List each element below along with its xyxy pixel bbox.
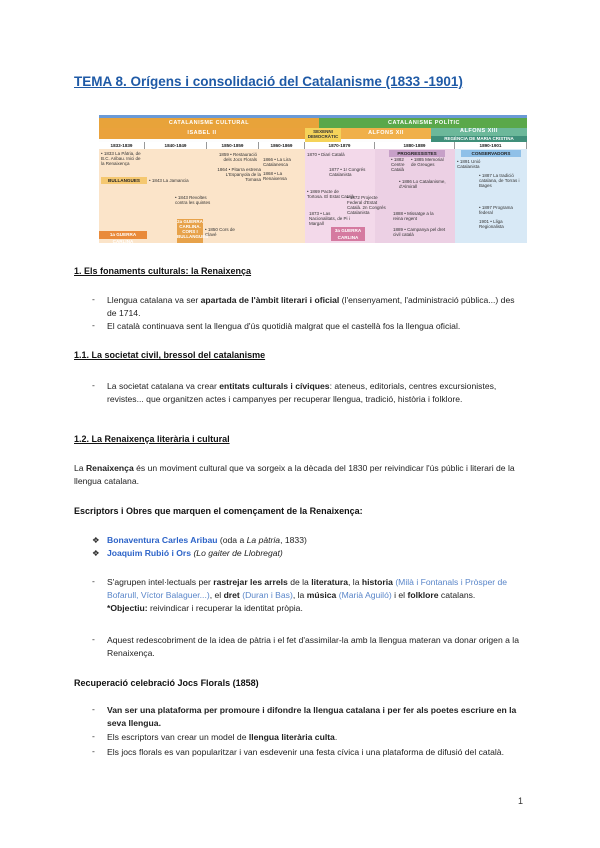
diamond-bullet-icon: ❖ bbox=[92, 535, 100, 545]
writer-2: Joaquim Rubió i Ors (Lo gaiter de Llobregat) bbox=[107, 548, 283, 558]
tag-conservadors: CONSERVADORS bbox=[461, 150, 521, 157]
s12-paragraph: La Renaixença és un moviment cultural que va sorgeix a la dècada del 1830 per reivindicar l'ús públic i literari de la llengua catalana. bbox=[74, 463, 515, 486]
jocs-bullet-3: Els jocs florals es van popularitzar i van esdevenir una festa cívica i una plataforma de difusió del català. bbox=[107, 747, 504, 757]
event: • 1850 Cors de Clavé bbox=[205, 227, 235, 237]
event: • 1833 La Pàtria, de B.C. Aribau. Inici de la Renaixença bbox=[101, 151, 141, 166]
dash: - bbox=[92, 746, 95, 756]
s11-bullet-1: La societat catalana va crear entitats culturals i cíviques: ateneus, editorials, centres excursionistes, revistes... que organitzen actes i campanyes per recuperar llengua, tradició, història i folklore. bbox=[107, 381, 497, 404]
event: • 1897 Programa federal bbox=[479, 205, 513, 215]
jocs-heading: Recuperació celebració Jocs Florals (1858) bbox=[74, 678, 259, 688]
intel-paragraph: S'agrupen intel·lectuals per rastrejar les arrels de la literatura, la historia (Milà i Fontanals i Pròsper de Bofarull, Víctor Balaguer...), el dret (Duran i Bas), la música (Marià Aguiló) i el folklore catalans. *Objectiu: reivindicar i recuperar la identitat pròpia. bbox=[107, 577, 508, 613]
writer-1: Bonaventura Carles Aribau (oda a La pàtria, 1833) bbox=[107, 535, 307, 545]
event: • 1885 Memorial de Greuges bbox=[411, 157, 444, 167]
event: • 1886 Lo Catalanisme, d'Almirall bbox=[399, 179, 446, 189]
period-1833: 1833-1839 bbox=[99, 142, 145, 149]
band-politic: CATALANISME POLÍTIC bbox=[388, 120, 460, 126]
section-1-2-heading: 1.2. La Renaixença literària i cultural bbox=[74, 434, 230, 444]
diamond-bullet-icon: ❖ bbox=[92, 548, 100, 558]
event: 1901 • Lliga Regionalista bbox=[479, 219, 504, 229]
dash: - bbox=[92, 380, 95, 390]
event: • 1887 La tradició catalana, de Torras i Bages bbox=[479, 173, 520, 188]
war-1: 1a GUERRA CARLINA bbox=[99, 231, 147, 239]
event: 1859 • Restauració dels Jocs Florals bbox=[218, 152, 257, 162]
event: • 1843 La Jamancia bbox=[149, 178, 189, 183]
event: 1870 • Diari Català bbox=[307, 152, 345, 157]
event: 1864 • Pitarra estrena L'Espanyola de la Tomasa bbox=[217, 167, 261, 182]
event: 1873 • Las Nacionalitats, de Pi i Margall bbox=[309, 211, 350, 226]
writers-heading: Escriptors i Obres que marquen el començament de la Renaixença: bbox=[74, 506, 363, 516]
event: • 1891 Unió Catalanista bbox=[457, 159, 481, 169]
dash: - bbox=[92, 576, 95, 586]
event: 1888 • Missatge a la reina regent bbox=[393, 211, 434, 221]
period-1860: 1860-1869 bbox=[259, 142, 305, 149]
period-1880: 1880-1889 bbox=[375, 142, 455, 149]
section-1-1-heading: 1.1. La societat civil, bressol del catalanisme bbox=[74, 350, 266, 360]
tag-bullangues: BULLANGUES bbox=[101, 177, 147, 184]
event: • 1869 Pacte de Tortosa. El Estat Català bbox=[307, 189, 355, 199]
jocs-bullet-2: Els escriptors van crear un model de llengua literària culta. bbox=[107, 732, 338, 742]
rediscover-paragraph: Aquest redescobriment de la idea de pàtria i el fet d'assimilar-la amb la llengua materan va donar origen a la Renaixença. bbox=[107, 635, 519, 658]
period-1840: 1840-1849 bbox=[145, 142, 207, 149]
war-2: 2a GUERRA CARLINA. CORS I BULLANGUES bbox=[177, 219, 203, 243]
dash: - bbox=[92, 704, 95, 714]
event: • 1882 Centre Català bbox=[391, 157, 405, 172]
period-1850: 1850-1859 bbox=[207, 142, 259, 149]
war-3: 3a GUERRA CARLINA bbox=[331, 227, 365, 241]
timeline-figure bbox=[99, 115, 527, 243]
dash: - bbox=[92, 634, 95, 644]
reign-alfons-xiii: ALFONS XIII bbox=[460, 128, 498, 134]
reign-alfons-xii: ALFONS XII bbox=[368, 130, 404, 136]
event: • 1872 Projecte Federal d'Estat Català. 2n Congrés Catalanista bbox=[347, 195, 386, 215]
dash: - bbox=[92, 320, 95, 330]
tag-progressistes: PROGRESSISTES bbox=[389, 150, 445, 157]
jocs-bullet-1: Van ser una plataforma per promoure i difondre la llengua catalana i per fer als poetes escriure en la seva llengua. bbox=[107, 705, 517, 728]
page-number: 1 bbox=[518, 796, 524, 806]
reign-regencia: REGÈNCIA DE MARIA CRISTINA bbox=[444, 136, 514, 141]
event: 1889 • Campanya pel dret civil català bbox=[393, 227, 446, 237]
event: 1877 • 1r Congrés Catalanista bbox=[329, 167, 366, 177]
band-cultural: CATALANISME CULTURAL bbox=[168, 120, 250, 126]
dash: - bbox=[92, 294, 95, 304]
period-1870: 1870-1879 bbox=[305, 142, 375, 149]
s1-bullet-2: El català continuava sent la llengua d'ús quotidià malgrat que el castellà fos la llengua oficial. bbox=[107, 321, 461, 331]
s1-bullet-1: Llengua catalana va ser apartada de l'àmbit literari i oficial (l'ensenyament, l'administració pública...) des de 1714. bbox=[107, 295, 515, 318]
reign-isabel: ISABEL II bbox=[187, 130, 217, 136]
event: • 1843 Revoltes contra les quintes bbox=[175, 195, 211, 205]
event: 1868 • La Renaixensa bbox=[263, 171, 287, 181]
page-title: TEMA 8. Orígens i consolidació del Catalanisme (1833 -1901) bbox=[74, 74, 463, 89]
event: 1866 • La Lira Catalanesca bbox=[263, 157, 291, 167]
dash: - bbox=[92, 731, 95, 741]
reign-sexenni: SEXENNI DEMOCRÀTIC bbox=[307, 129, 339, 139]
section-1-heading: 1. Els fonaments culturals: la Renaixença bbox=[74, 266, 252, 276]
period-1890: 1890-1901 bbox=[455, 142, 527, 149]
